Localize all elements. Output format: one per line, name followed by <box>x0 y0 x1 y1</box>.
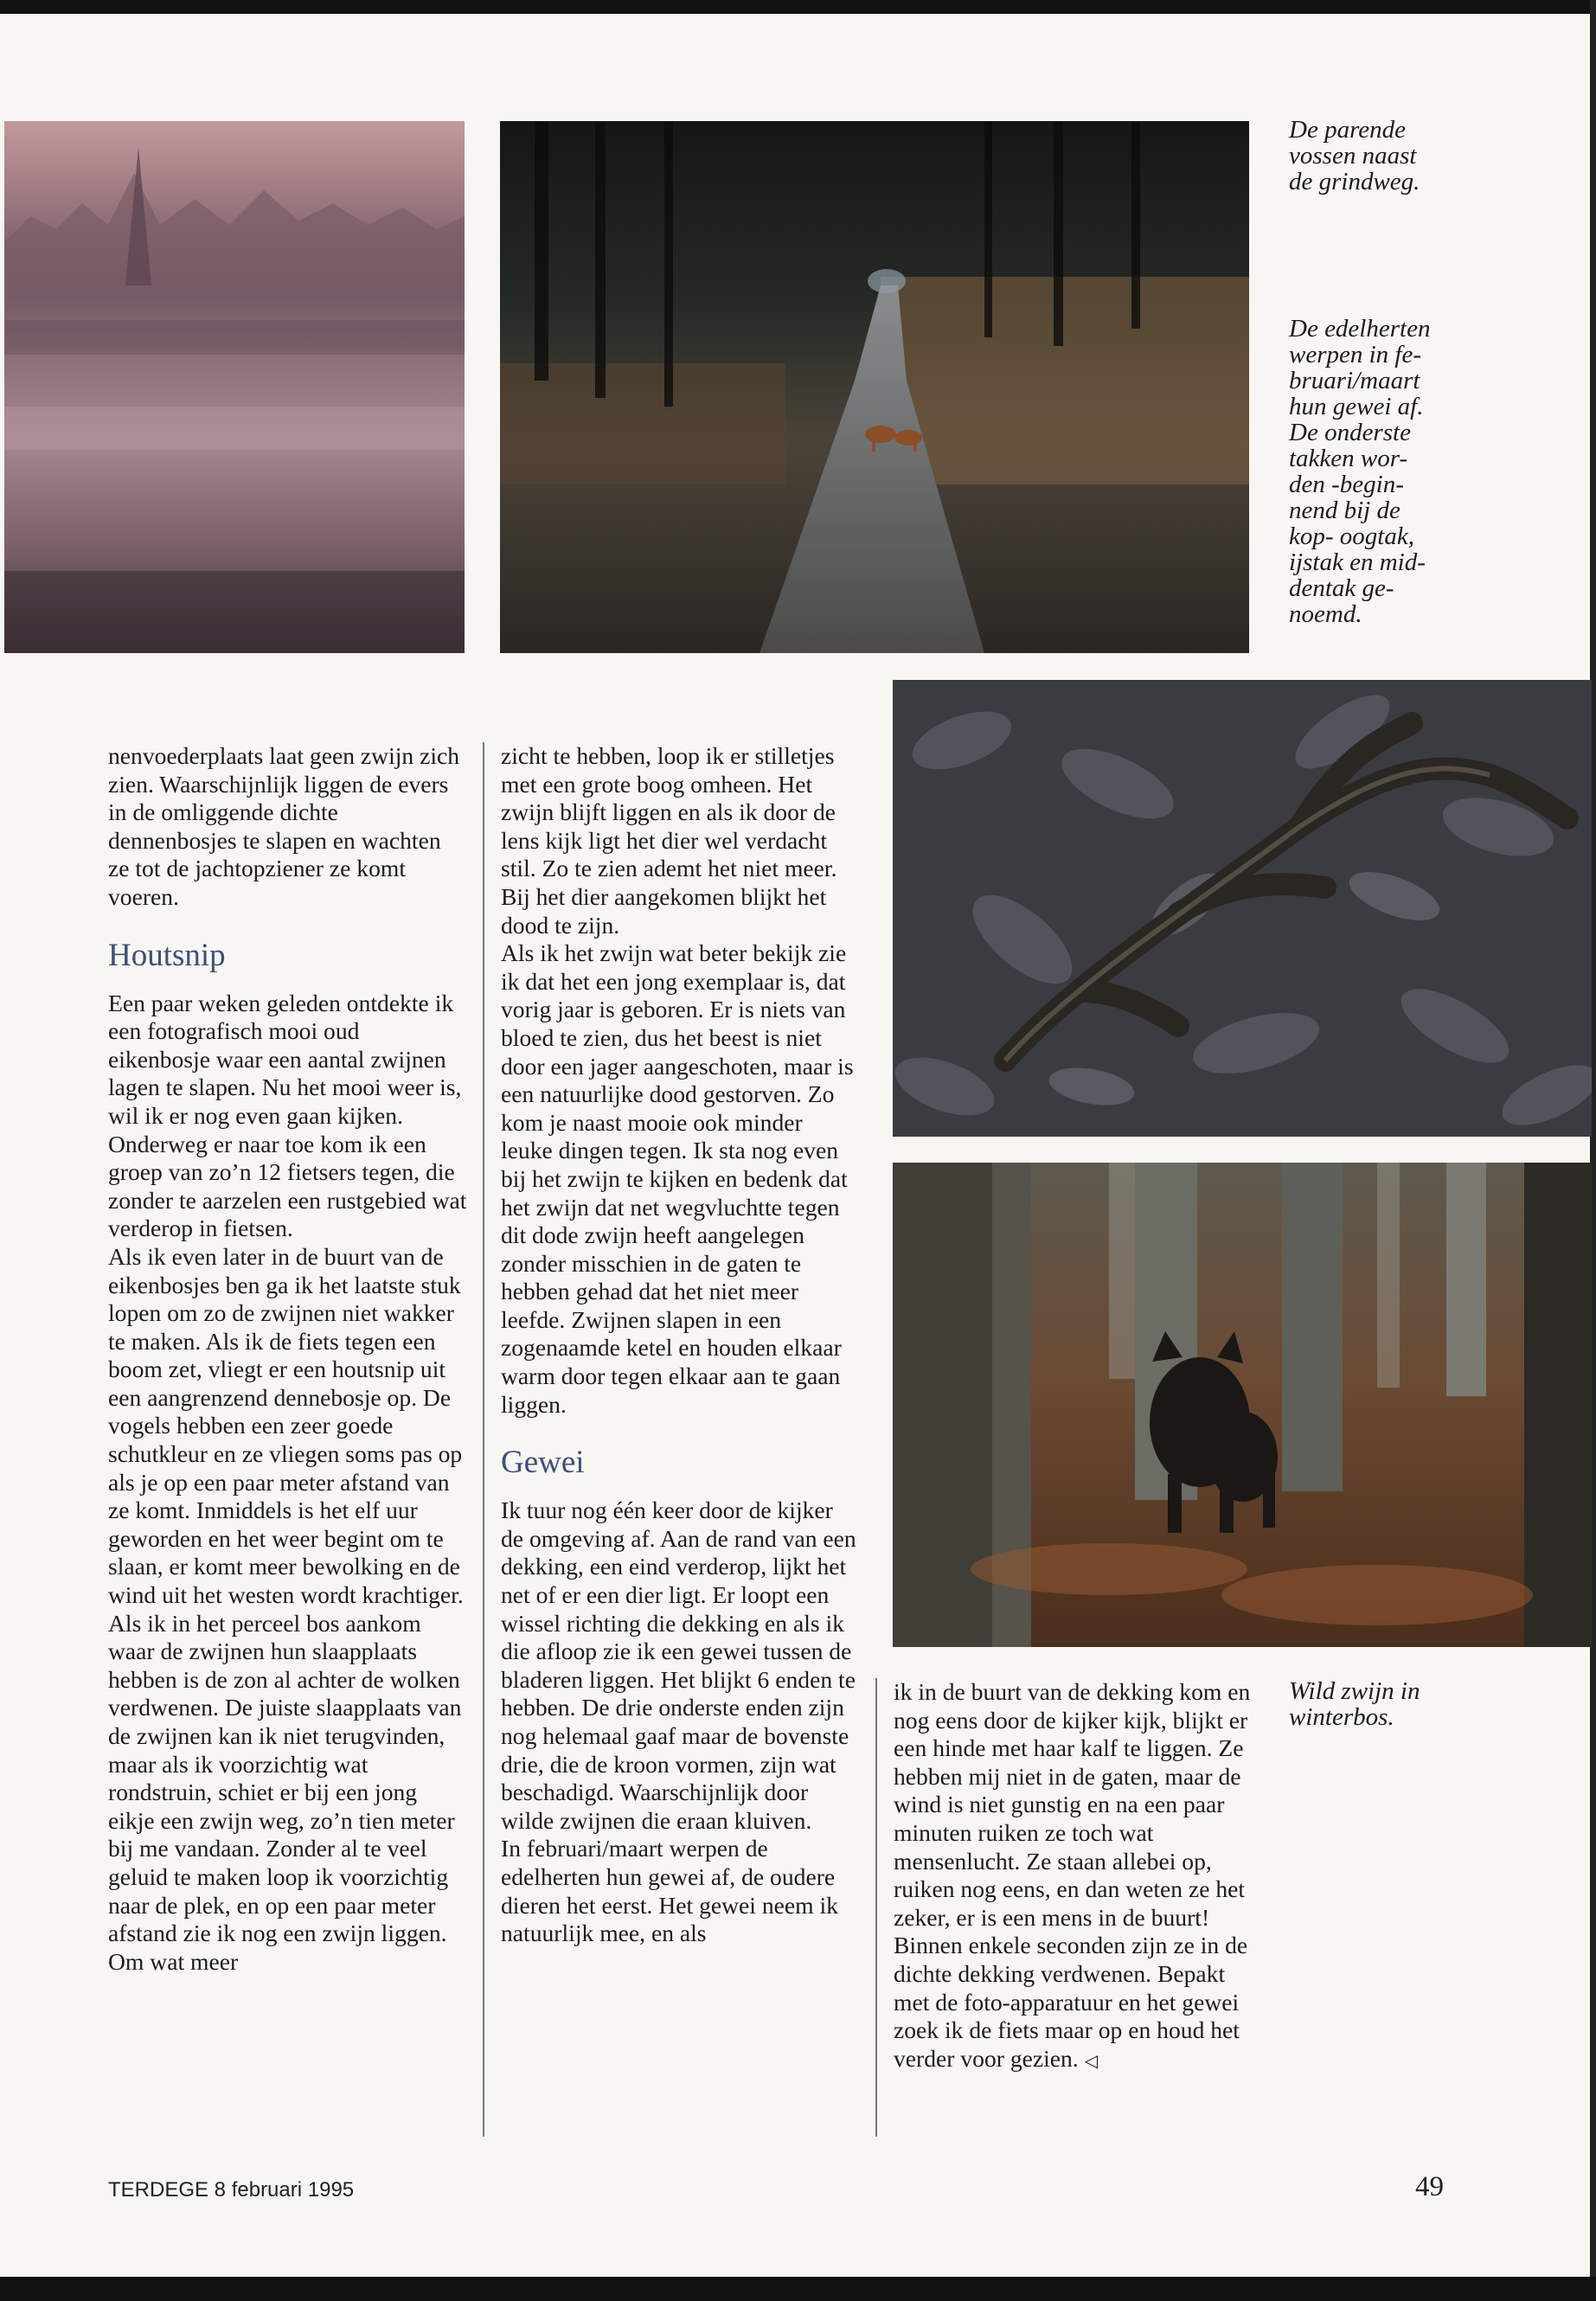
gravel-road-with-foxes-photo <box>500 121 1249 653</box>
article-paragraph: Als ik het zwijn wat beter bekijk zie ik dat het een jong exemplaar is, dat vorig jaar is geboren. Er is niets van bloed te zien, dus het beest is niet door een jager aangeschoten, maar is een natuurlijke dood gestorven. Zo kom je naast mooie ook minder leuke dingen tegen. Ik sta nog even bij het zwijn te kijken en bedenk dat het zwijn dat net wegvluchtte tegen dit dode zwijn heeft aangelegen zonder misschien in de gaten te hebben gehad dat het niet meer leefde. Zwijnen slapen in een zogenaamde ketel en houden elkaar warm door tegen elkaar aan te gaan liggen. <box>501 939 854 1418</box>
article-paragraph: Als ik even later in de buurt van de eikenbosjes ben ga ik het laatste stuk lopen om zo de zwijnen niet wakker te maken. Als ik de fiets tegen een boom zet, vliegt er een houtsnip uit een aangrenzend dennebosje op. De vogels hebben een zeer goede schutkleur en ze vliegen soms pas op als je op een paar meter afstand van ze komt. Inmiddels is het elf uur geworden en het weer begint om te slaan, er komt meer bewolking en de wind uit het westen wordt krachtiger. Als ik in het perceel bos aankom waar de zwijnen hun slaapplaats hebben is de zon al achter de wolken verdwenen. De juiste slaapplaats van de zwijnen kan ik niet terugvinden, maar als ik voorzichtig wat rondstruin, schiet er bij een jong eikje een zwijn weg, zo’n tien meter bij me vandaan. Zonder al te veel geluid te maken loop ik voorzichtig naar de plek, en op een paar meter afstand zie ik nog een zwijn liggen. Om wat meer <box>108 1242 464 1975</box>
bottom-border <box>0 2277 1596 2301</box>
caption-foxes: De parende vossen naast de grindweg. <box>1289 116 1420 195</box>
wild-boar-in-forest-photo <box>893 1163 1592 1647</box>
heading-gewei: Gewei <box>501 1445 585 1481</box>
article-paragraph: Ik tuur nog één keer door de kijker de omgeving af. Aan de rand van een dekking, een eind verderop, lijkt het net of er een dier ligt. Er loopt een wissel richting die dekking en als ik die afloop zie ik een gewei tussen de bladeren liggen. Het blijkt 6 enden te hebben. De drie onderste enden zijn nog helemaal gaaf maar de bovenste drie, die de kroon vormen, zijn wat beschadigd. Waarschijnlijk door wilde zwijnen die eraan kluiven. <box>501 1497 856 1834</box>
article-paragraph: nenvoederplaats laat geen zwijn zich zien. Waarschijnlijk liggen de evers in de omliggende dichte dennenbosjes te slapen en wachten ze tot de jachtopziener ze komt voeren. <box>108 742 460 910</box>
misty-forest-photo <box>4 121 465 653</box>
antler-on-leaves-photo <box>893 680 1592 1137</box>
page-number: 49 <box>1415 2171 1444 2202</box>
article-paragraph <box>894 1678 1261 2075</box>
caption-boar: Wild zwijn in winterbos. <box>1289 1677 1420 1731</box>
article-paragraph: In februari/maart werpen de edelherten hun gewei af, de oudere dieren het eerst. Het gewei neem ik natuurlijk mee, en als <box>501 1835 838 1947</box>
article-paragraph: Een paar weken geleden ontdekte ik een fotografisch mooi oud eikenbosje waar een aantal zwijnen lagen te slapen. Nu het mooi weer is, wil ik er nog even gaan kijken. Onderweg er naar toe kom ik een groep van zo’n 12 fietsers tegen, die zonder te aarzelen een rustgebied wat verderop in fietsen. <box>108 989 467 1242</box>
column-rule <box>483 742 484 2137</box>
column-rule <box>875 1678 877 2137</box>
article-column-3 <box>894 1678 1261 2075</box>
article-column-1 <box>108 742 467 1976</box>
footer-magazine-issue: TERDEGE 8 februari 1995 <box>108 2178 355 2202</box>
article-paragraph: zicht te hebben, loop ik er stilletjes met een grote boog omheen. Het zwijn blijft liggen en als ik door de lens kijk ligt het dier wel verdacht stil. Zo te zien ademt het niet meer. Bij het dier aangekomen blijkt het dood te zijn. <box>501 742 837 939</box>
end-of-article-mark: ◁ <box>1084 2051 1099 2071</box>
top-border <box>0 0 1596 14</box>
caption-antlers: De edelherten werpen in fe- bruari/maart hun gewei af. De onderste takken wor- den -begin- nend bij de kop- oogtak, ijstak en mid- dentak ge- noemd. <box>1289 315 1431 628</box>
right-border <box>1590 0 1596 2301</box>
article-column-2 <box>501 742 860 1948</box>
heading-houtsnip: Houtsnip <box>108 937 226 973</box>
article-paragraph-text: ik in de buurt van de dekking kom en nog eens door de kijker kijk, blijkt er een hinde met haar kalf te liggen. Ze hebben mij niet in de gaten, maar de wind is niet gunstig en na een paar minuten ruiken ze toch wat mensenlucht. Ze staan allebei op, ruiken nog eens, en dan weten ze het zeker, er is een mens in de buurt! Binnen enkele seconden zijn ze in de dichte dekking verdwenen. Bepakt met de foto-apparatuur en het gewei zoek ik de fiets maar op en houd het verder voor gezien. <box>894 1678 1251 2072</box>
